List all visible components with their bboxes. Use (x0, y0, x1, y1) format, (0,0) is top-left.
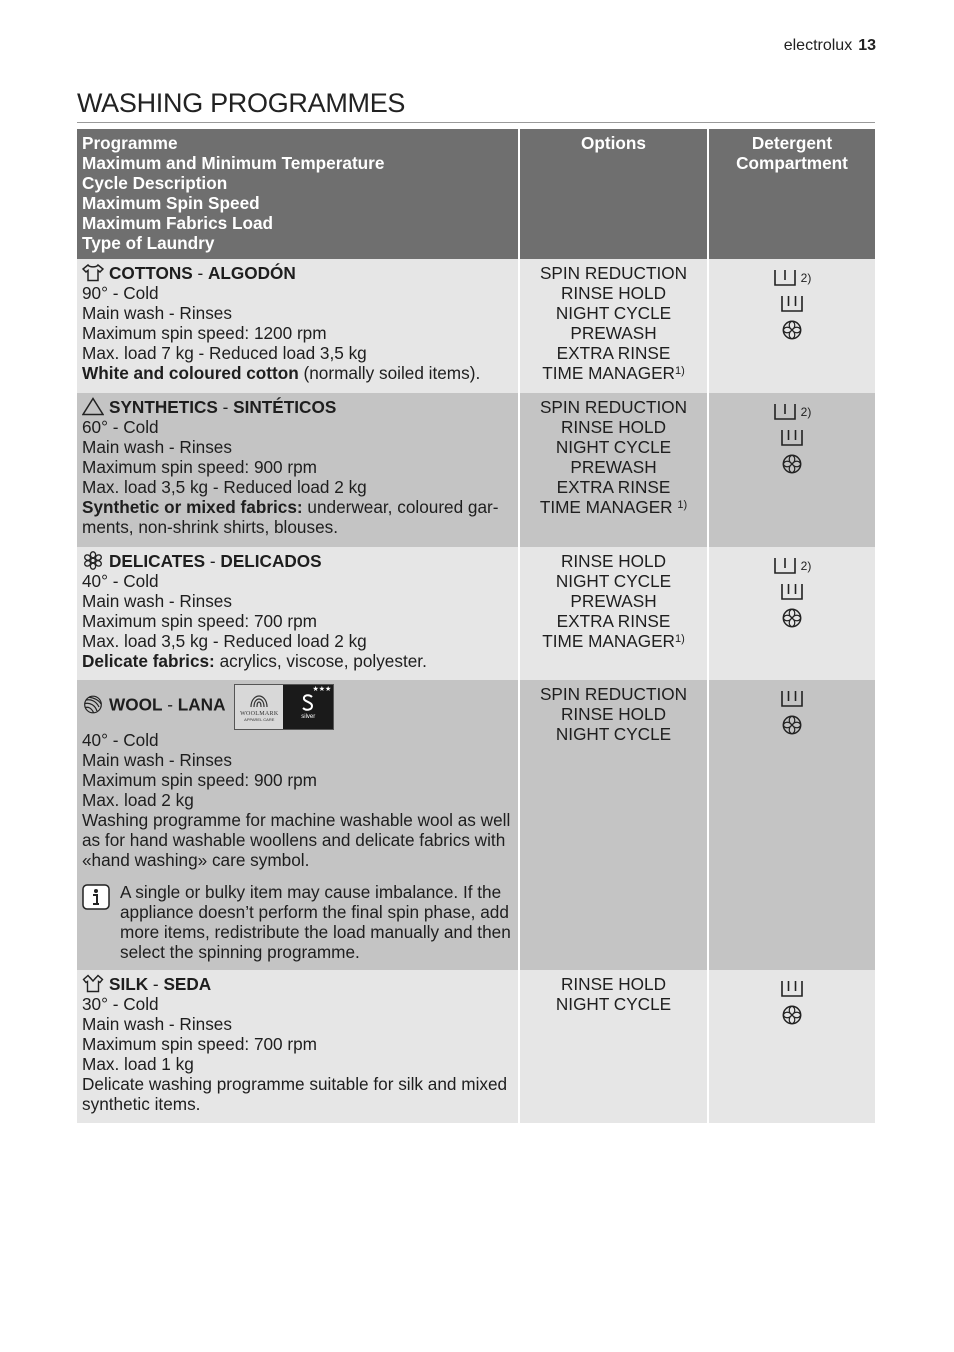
programme-name-en: COTTONS (109, 263, 193, 283)
max-load: Max. load 3,5 kg - Reduced load 2 kg (82, 631, 367, 651)
softener-row (781, 1002, 803, 1028)
name-separator: - (205, 551, 221, 571)
option-item (525, 631, 702, 651)
programme-name-es: ALGODÓN (208, 263, 296, 283)
synthetics-triangle-icon (82, 397, 104, 416)
detergent-column-header (708, 129, 875, 259)
cycle-description: Main wash - Rinses (82, 1014, 232, 1034)
footnote-marker: 1) (677, 499, 688, 511)
option-item: NIGHT CYCLE (555, 437, 672, 457)
mainwash-row (780, 291, 804, 317)
woolmark-level: silver (301, 714, 316, 720)
woolmark-silver-logo (234, 684, 334, 730)
prewash-compartment-icon (773, 268, 797, 288)
footnote-marker: 1) (674, 633, 685, 645)
programme-title (82, 551, 513, 571)
wool-ball-icon (82, 695, 104, 714)
softener-compartment-icon (781, 1004, 803, 1026)
temperature-range: 90° - Cold (82, 283, 159, 303)
programme-name-es: DELICADOS (220, 551, 322, 571)
softener-compartment-icon (781, 607, 803, 629)
option-item: RINSE HOLD (560, 974, 667, 994)
woolmark-stars: ★★★ (312, 686, 332, 693)
woolmark-s-icon (300, 693, 316, 713)
max-spin-speed: Maximum spin speed: 1200 rpm (82, 323, 327, 343)
programme-name-en: WOOL (109, 694, 163, 715)
detergent-cell (708, 680, 875, 970)
prewash-row (773, 265, 812, 291)
name-separator: - (148, 974, 164, 994)
header-line: Maximum Fabrics Load (82, 213, 274, 233)
header-line: Cycle Description (82, 173, 228, 193)
temperature-range: 40° - Cold (82, 571, 159, 591)
header-line: Maximum Spin Speed (82, 193, 260, 213)
mainwash-compartment-icon (780, 979, 804, 999)
page-number: 13 (858, 37, 876, 54)
softener-row (781, 605, 803, 631)
max-spin-speed: Maximum spin speed: 900 rpm (82, 457, 317, 477)
softener-row (781, 317, 803, 343)
title-divider (77, 122, 875, 123)
max-load: Max. load 3,5 kg - Reduced load 2 kg (82, 477, 367, 497)
table-row (77, 547, 875, 680)
programme-title (82, 684, 513, 730)
programme-name-en: DELICATES (109, 551, 206, 571)
option-item: NIGHT CYCLE (555, 724, 672, 744)
programme-description: Washing programme for machine washable wool as well as for hand washable woollens and delicate fabrics with «hand washing» care symbol. (82, 810, 511, 870)
table-row (77, 393, 875, 547)
option-item: RINSE HOLD (560, 283, 667, 303)
max-spin-speed: Maximum spin speed: 900 rpm (82, 770, 317, 790)
laundry-type-text: underwear, coloured gar-ments, non-shrink shirts, blouses. (82, 497, 499, 537)
laundry-type-label: Synthetic or mixed fabrics: (82, 497, 303, 517)
programme-name-en: SYNTHETICS (109, 397, 218, 417)
option-label: TIME MANAGER (542, 363, 675, 383)
woolmark-brand: WOOLMARK (240, 710, 279, 717)
programme-cell (77, 259, 519, 393)
option-item: RINSE HOLD (560, 704, 667, 724)
woolmark-icon (248, 693, 270, 711)
programme-name-es: LANA (177, 694, 226, 715)
header-line: Detergent (751, 133, 833, 153)
cycle-description: Main wash - Rinses (82, 750, 232, 770)
silk-blouse-icon (82, 974, 104, 993)
detergent-icons (714, 263, 870, 343)
header-line: Maximum and Minimum Temperature (82, 153, 385, 173)
options-cell (519, 680, 708, 970)
detergent-cell (708, 547, 875, 680)
detergent-icons (714, 551, 870, 631)
woolmark-level-panel (283, 685, 333, 729)
laundry-type-text: (normally soiled items). (298, 363, 481, 383)
programme-name-es: SINTÉTICOS (233, 397, 337, 417)
header-line: Programme (82, 133, 178, 153)
option-item: NIGHT CYCLE (555, 303, 672, 323)
mainwash-row (780, 976, 804, 1002)
cycle-description: Main wash - Rinses (82, 303, 232, 323)
option-item: NIGHT CYCLE (555, 994, 672, 1014)
temperature-range: 60° - Cold (82, 417, 159, 437)
mainwash-compartment-icon (780, 294, 804, 314)
option-item: RINSE HOLD (560, 551, 667, 571)
detergent-cell (708, 259, 875, 393)
programme-column-header (77, 129, 519, 259)
info-text: A single or bulky item may cause imbalance. If the appliance doesn’t perform the final spin phase, add more items, redistribute the load manually and then select the spinning programme. (120, 882, 511, 962)
max-load: Max. load 2 kg (82, 790, 194, 810)
option-item: RINSE HOLD (560, 417, 667, 437)
option-item: PREWASH (570, 323, 657, 343)
max-spin-speed: Maximum spin speed: 700 rpm (82, 1034, 317, 1054)
laundry-type (82, 363, 513, 383)
options-cell (519, 970, 708, 1123)
option-item: PREWASH (570, 591, 657, 611)
option-item (525, 497, 702, 517)
option-item (525, 363, 702, 383)
mainwash-row (780, 686, 804, 712)
option-item: NIGHT CYCLE (555, 571, 672, 591)
programme-cell (77, 680, 519, 970)
header-line: Compartment (736, 153, 848, 173)
programme-title (82, 974, 513, 994)
prewash-compartment-icon (773, 556, 797, 576)
softener-compartment-icon (781, 714, 803, 736)
table-row (77, 680, 875, 970)
softener-row (781, 451, 803, 477)
programme-cell (77, 547, 519, 680)
option-item: SPIN REDUCTION (539, 684, 688, 704)
mainwash-compartment-icon (780, 428, 804, 448)
option-item: PREWASH (570, 457, 657, 477)
mainwash-compartment-icon (780, 689, 804, 709)
detergent-cell (708, 970, 875, 1123)
table-row (77, 259, 875, 393)
softener-compartment-icon (781, 453, 803, 475)
options-cell (519, 547, 708, 680)
prewash-row (773, 553, 812, 579)
option-item: EXTRA RINSE (556, 343, 671, 363)
laundry-type (82, 651, 513, 671)
footnote-marker: 2) (800, 559, 812, 573)
option-item: SPIN REDUCTION (539, 263, 688, 283)
softener-row (781, 712, 803, 738)
programme-description: Delicate washing programme suitable for silk and mixed synthetic items. (82, 1074, 508, 1114)
name-separator: - (192, 263, 208, 283)
softener-compartment-icon (781, 319, 803, 341)
detergent-cell (708, 393, 875, 547)
max-load: Max. load 1 kg (82, 1054, 194, 1074)
prewash-row (773, 399, 812, 425)
name-separator: - (162, 694, 178, 715)
detergent-icons (714, 974, 870, 1028)
options-cell (519, 393, 708, 547)
temperature-range: 30° - Cold (82, 994, 159, 1014)
header-line: Type of Laundry (82, 233, 215, 253)
detergent-icons (714, 684, 870, 738)
options-column-header: Options (519, 129, 708, 259)
info-note (82, 882, 513, 962)
programme-cell (77, 393, 519, 547)
prewash-compartment-icon (773, 402, 797, 422)
name-separator: - (217, 397, 234, 417)
option-label: TIME MANAGER (542, 631, 675, 651)
brand-name: electrolux (783, 37, 853, 54)
mainwash-compartment-icon (780, 582, 804, 602)
option-item: EXTRA RINSE (556, 611, 671, 631)
footnote-marker: 1) (674, 365, 685, 377)
mainwash-row (780, 579, 804, 605)
max-load: Max. load 7 kg - Reduced load 3,5 kg (82, 343, 367, 363)
mainwash-row (780, 425, 804, 451)
programme-name-en: SILK (109, 974, 149, 994)
info-icon (82, 884, 110, 910)
table-header-row (77, 129, 875, 259)
woolmark-sub: APPAREL CARE (244, 716, 275, 722)
section-title: WASHING PROGRAMMES (77, 88, 406, 118)
cycle-description: Main wash - Rinses (82, 437, 232, 457)
detergent-icons (714, 397, 870, 477)
programme-title (82, 397, 513, 417)
programme-title (82, 263, 513, 283)
cycle-description: Main wash - Rinses (82, 591, 232, 611)
programmes-table (77, 129, 875, 1123)
temperature-range: 40° - Cold (82, 730, 159, 750)
laundry-type-label: Delicate fabrics: (82, 651, 215, 671)
option-item: EXTRA RINSE (556, 477, 671, 497)
delicates-flower-icon (82, 551, 104, 570)
option-label: TIME MANAGER (539, 497, 678, 517)
table-row (77, 970, 875, 1123)
footnote-marker: 2) (800, 405, 812, 419)
cotton-tshirt-icon (82, 263, 104, 282)
max-spin-speed: Maximum spin speed: 700 rpm (82, 611, 317, 631)
programme-name-es: SEDA (163, 974, 212, 994)
woolmark-panel (235, 685, 283, 729)
options-cell (519, 259, 708, 393)
page-header (784, 37, 876, 55)
option-item: SPIN REDUCTION (539, 397, 688, 417)
laundry-type-text: acrylics, viscose, polyester. (214, 651, 427, 671)
footnote-marker: 2) (800, 271, 812, 285)
programme-cell (77, 970, 519, 1123)
laundry-type-label: White and coloured cotton (82, 363, 299, 383)
laundry-type (82, 497, 513, 537)
